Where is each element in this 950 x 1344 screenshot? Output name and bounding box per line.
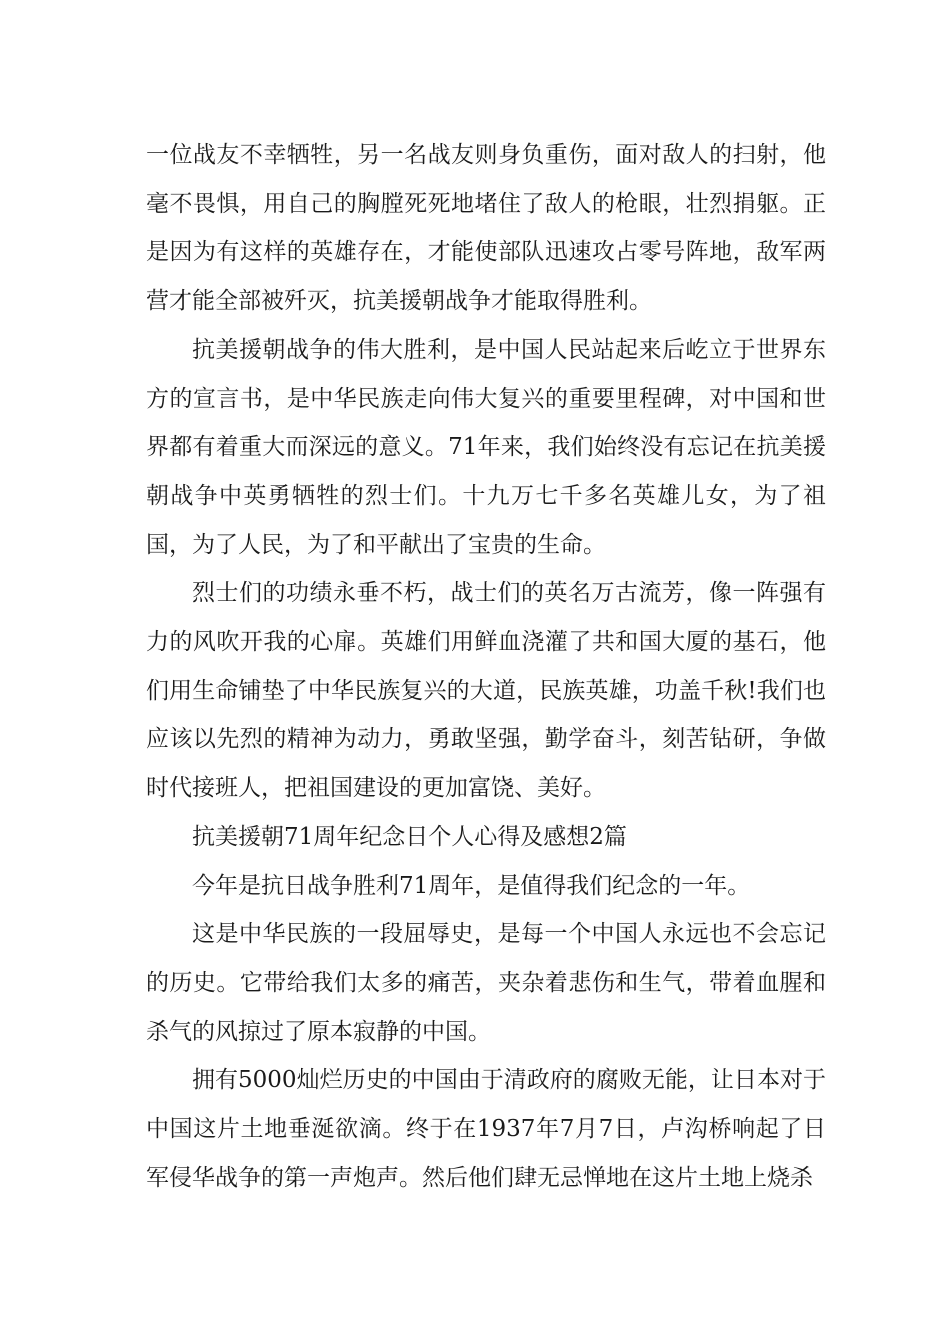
section-heading: 抗美援朝71周年纪念日个人心得及感想2篇 [192, 823, 627, 850]
paragraph-1: 一位战友不幸牺牲，另一名战友则身负重伤，面对敌人的扫射，他毫不畏惧，用自己的胸膛死死地堵住了敌人的枪眼，壮烈捐躯。正是因为有这样的英雄存在，才能使部队迅速攻占零号阵地，敌军两营才能全部被歼灭，抗美援朝战争才能取得胜利。 [146, 142, 826, 315]
paragraph-6: 拥有5000灿烂历史的中国由于清政府的腐败无能，让日本对于中国这片土地垂涎欲滴。终于在1937年7月7日，卢沟桥响起了日军侵华战争的第一声炮声。然后他们肆无忌惮地在这片土地上烧杀 [146, 1067, 826, 1191]
document-body [146, 131, 826, 1202]
paragraph-3: 烈士们的功绩永垂不朽，战士们的英名万古流芳，像一阵强有力的风吹开我的心扉。英雄们用鲜血浇灌了共和国大厦的基石，他们用生命铺垫了中华民族复兴的大道，民族英雄，功盖千秋!我们也应该以先烈的精神为动力，勇敢坚强，勤学奋斗，刻苦钻研，争做时代接班人，把祖国建设的更加富饶、美好。 [146, 580, 826, 802]
paragraph-4: 今年是抗日战争胜利71周年，是值得我们纪念的一年。 [192, 872, 751, 899]
paragraph-2: 抗美援朝战争的伟大胜利，是中国人民站起来后屹立于世界东方的宣言书，是中华民族走向伟大复兴的重要里程碑，对中国和世界都有着重大而深远的意义。71年来，我们始终没有忘记在抗美援朝战争中英勇牺牲的烈士们。十九万七千多名英雄儿女，为了祖国，为了人民，为了和平献出了宝贵的生命。 [146, 336, 826, 558]
paragraph-5: 这是中华民族的一段屈辱史，是每一个中国人永远也不会忘记的历史。它带给我们太多的痛苦，夹杂着悲伤和生气，带着血腥和杀气的风掠过了原本寂静的中国。 [146, 921, 826, 1045]
